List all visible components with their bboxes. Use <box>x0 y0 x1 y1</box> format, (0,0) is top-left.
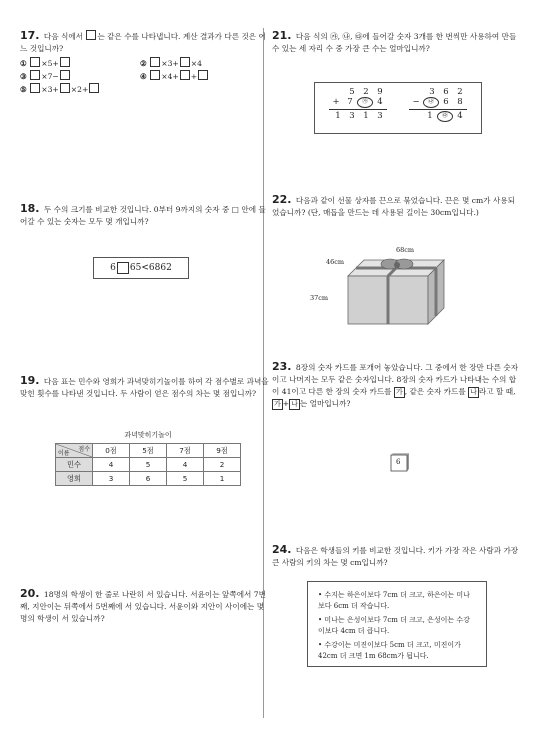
choice-list <box>20 57 270 96</box>
question-number: 23. <box>272 360 292 373</box>
condition-item: • 수강이는 미진이보다 5cm 더 크고, 미진이가 42cm 더 크면 1m 68cm가 됩니다. <box>318 641 461 660</box>
dimension-left: 46cm <box>326 258 345 266</box>
question-number: 22. <box>272 193 292 206</box>
gift-box-icon <box>340 242 490 327</box>
score-table <box>55 443 241 486</box>
question-20 <box>20 588 270 625</box>
question-23: 23. 8장의 숫자 카드를 포개어 놓았습니다. 그 중에서 한 장만 다른 숫자이고 나머지는 모두 같은 숫자입니다. 8장의 숫자 카드가 나타내는 수의 합이 41이고 다른 한 장의 숫자 카드를 가 , 같은 숫자 카드를 나 라고 할 때, 가 + 나 는 얼마입니까? <box>272 360 519 408</box>
dimension-height: 37cm <box>310 294 329 302</box>
corner-cell: 점수 이름 <box>56 444 93 458</box>
header-cell: 7점 <box>167 444 204 458</box>
choice-4[interactable]: ④ ×4+ + <box>140 70 260 83</box>
question-text: 다음 식의 ㉮, ㉯, ㉰에 들어갈 숫자 3개를 한 번씩만 사용하여 만들 수 있는 세 자리 수 중 가장 큰 수는 얼마입니까? <box>272 32 517 53</box>
question-17 <box>20 30 270 96</box>
header-cell: 0점 <box>93 444 130 458</box>
question-number: 24. <box>272 543 292 556</box>
inequality-right: 65<6862 <box>129 263 172 273</box>
question-text: 다음은 학생들의 키를 비교한 것입니다. 키가 가장 작은 사람과 가장 큰 사람의 키의 차는 몇 cm입니까? <box>272 546 519 567</box>
question-text: 는 같은 수를 나타냅니다. 계산 결과가 다른 것은 어느 것입니까? <box>20 32 266 53</box>
condition-item: • 수지는 하은이보다 7cm 더 크고, 하은이는 미나보다 6cm 더 작습니다. <box>318 591 470 610</box>
condition-item: • 미나는 은성이보다 7cm 더 크고, 은성이는 수강이보다 4cm 더 큽니다. <box>318 616 470 635</box>
question-number: 17. <box>20 29 40 42</box>
card-ga: 가 <box>395 388 403 396</box>
inequality-box <box>93 257 189 279</box>
height-conditions-box <box>307 581 487 667</box>
question-number: 20. <box>20 587 40 600</box>
question-text: 다음 표는 민수와 영희가 과녁맞히기놀이를 하여 각 점수별로 과녁을 맞힌 횟수를 나타낸 것입니다. 두 사람이 얻은 점수의 차는 몇 점입니까? <box>20 377 269 398</box>
gift-box-figure <box>310 242 490 327</box>
circle-ga: ㉮ <box>357 97 373 108</box>
table-row: 영희 3 6 5 1 <box>56 472 241 486</box>
question-text: 다음 식에서 <box>43 32 84 41</box>
question-text: 두 수의 크기를 비교한 것입니다. 0부터 9까지의 숫자 중 □ 안에 들어갈 수 있는 숫자는 모두 몇 개입니까? <box>20 205 266 226</box>
question-text: 18명의 학생이 한 줄로 나란히 서 있습니다. 서윤이는 앞쪽에서 7번째, 지안이는 뒤쪽에서 5번째에 서 있습니다. 서윤이와 지안이 사이에는 몇 명의 학생이 서 있습니까? <box>20 590 266 623</box>
choice-3[interactable]: ③ ×7− <box>20 70 140 83</box>
question-19 <box>20 375 270 400</box>
choice-2[interactable]: ② ×3+ ×4 <box>140 59 202 68</box>
table-row: 민수 4 5 4 2 <box>56 458 241 472</box>
blank-box <box>86 30 96 40</box>
header-cell: 9점 <box>204 444 241 458</box>
question-number: 18. <box>20 202 40 215</box>
question-number: 19. <box>20 374 40 387</box>
card-na: 나 <box>470 388 477 396</box>
subtraction: 3 6 2 − ㉯ 6 8 1 ㉰ 4 <box>409 87 467 122</box>
question-22 <box>272 194 522 219</box>
card-value: 6 <box>396 458 401 466</box>
circle-da: ㉰ <box>437 111 453 122</box>
choice-5[interactable]: ⑤ ×3+ ×2+ <box>20 83 140 96</box>
blank-box[interactable] <box>117 262 129 274</box>
question-text: 다음과 같이 선물 상자를 끈으로 묶었습니다. 끈은 몇 cm가 사용되었습니까? (단, 매듭을 만드는 데 사용된 길이는 30cm입니다.) <box>272 196 515 217</box>
question-number: 21. <box>272 29 292 42</box>
inequality-left: 6 <box>110 263 116 273</box>
addition: 5 2 9 + 7 ㉮ 4 1 3 1 3 <box>329 87 387 121</box>
circle-na: ㉯ <box>423 97 439 108</box>
header-cell: 5점 <box>130 444 167 458</box>
score-table-wrap <box>55 430 241 486</box>
card-stack <box>387 451 411 475</box>
arithmetic-box <box>314 82 482 134</box>
question-21 <box>272 30 522 55</box>
table-title: 과녁맞히기놀이 <box>124 431 172 439</box>
question-24 <box>272 544 522 569</box>
dimension-top: 68cm <box>396 246 415 254</box>
question-18 <box>20 203 270 228</box>
choice-1[interactable]: ① ×5+ <box>20 57 140 70</box>
question-text: 8장의 숫자 카드를 포개어 놓았습니다. 그 중에서 한 장만 다른 숫자이고 나머지는 모두 같은 숫자입니다. 8장의 숫자 카드가 나타내는 수의 합이 41이고 다른 한 장의 숫자 카드를 <box>272 363 519 396</box>
